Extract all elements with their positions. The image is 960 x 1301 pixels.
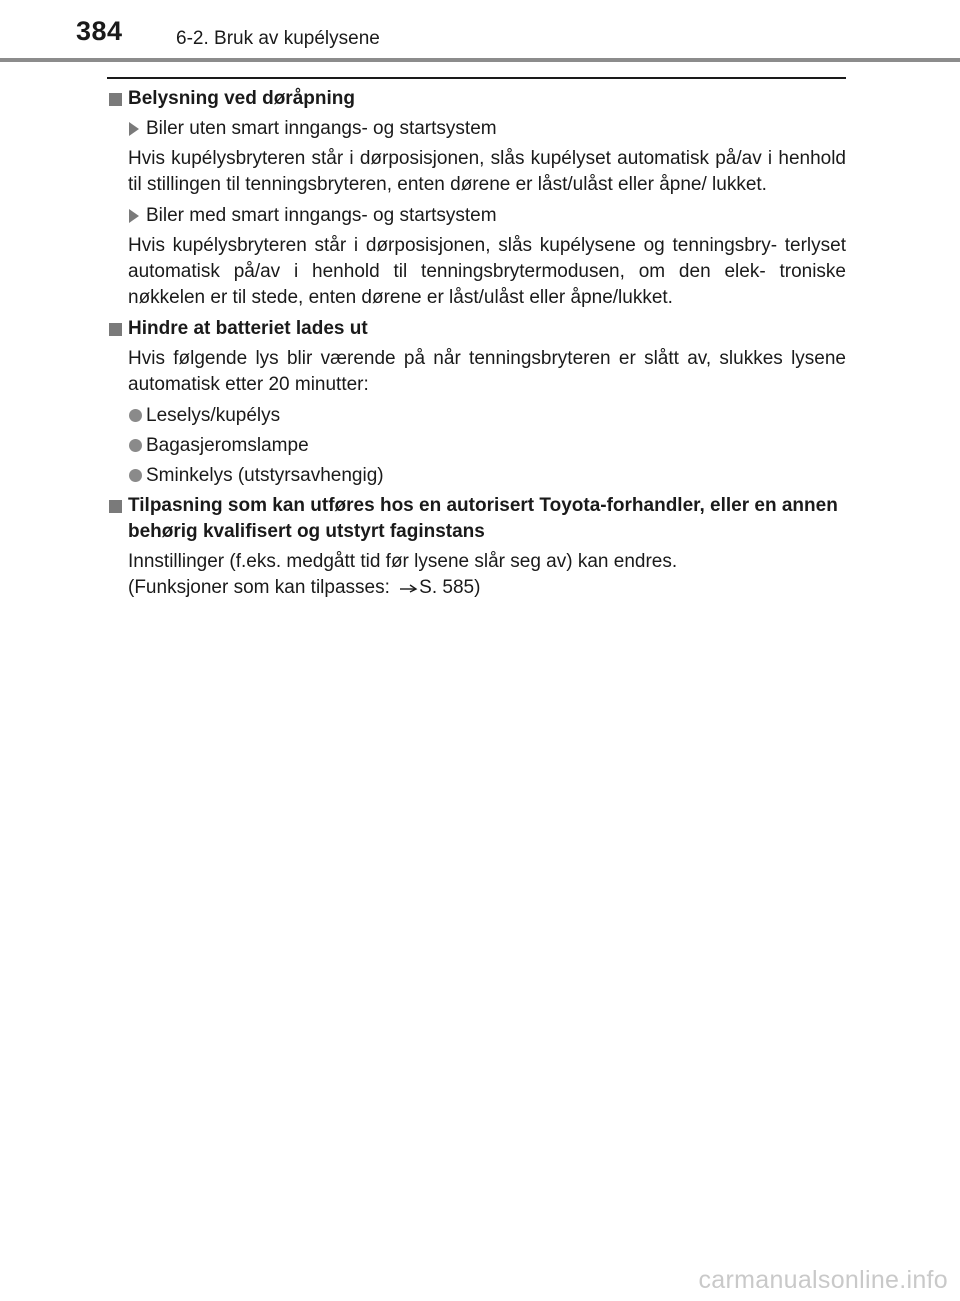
- arrow-right-icon: [399, 580, 419, 594]
- triangle-right-icon: [129, 122, 139, 136]
- subheading-text: Biler med smart inngangs- og startsystem: [146, 205, 497, 226]
- gray-square-icon: [109, 323, 122, 336]
- gray-dot-icon: [129, 469, 142, 482]
- gray-dot-icon: [129, 439, 142, 452]
- heading-text: Belysning ved døråpning: [128, 88, 355, 109]
- list-item-text: Bagasjeromslampe: [146, 435, 309, 456]
- section-heading-door-lighting: [109, 86, 846, 112]
- section-title: 6-2. Bruk av kupélysene: [176, 28, 380, 49]
- content-divider: [107, 77, 846, 79]
- paragraph-line-reference: [128, 575, 846, 601]
- list-item: [109, 403, 846, 429]
- triangle-right-icon: [129, 209, 139, 223]
- list-item: [109, 463, 846, 489]
- page-number: 384: [76, 16, 123, 46]
- gray-square-icon: [109, 500, 122, 513]
- list-item-text: Sminkelys (utstyrsavhengig): [146, 465, 384, 486]
- section-heading-battery: [109, 316, 846, 342]
- subheading-with-smart-entry: [109, 203, 846, 229]
- gray-dot-icon: [129, 409, 142, 422]
- heading-text: Hindre at batteriet lades ut: [128, 318, 368, 339]
- list-item-text: Leselys/kupélys: [146, 405, 281, 426]
- list-item: [109, 433, 846, 459]
- watermark: carmanualsonline.info: [698, 1266, 948, 1294]
- subheading-text: Biler uten smart inngangs- og startsystem: [146, 118, 497, 139]
- paragraph: [109, 549, 846, 601]
- page-content: [109, 86, 846, 601]
- page-header: [0, 0, 960, 62]
- paragraph: Hvis kupélysbryteren står i dørposisjonen, slås kupélyset automatisk på/av i henhold til stillingen til tenningsbryteren, enten dørene er låst/ulåst eller åpne/ lukket.: [128, 148, 846, 195]
- reference-prefix: (Funksjoner som kan tilpasses:: [128, 577, 396, 598]
- heading-text: Tilpasning som kan utføres hos en autorisert Toyota-forhandler, eller en annen behørig kvalifisert og utstyrt faginstans: [128, 495, 838, 542]
- paragraph: Hvis kupélysbryteren står i dørposisjonen, slås kupélysene og tenningsbry- terlyset automatisk på/av i henhold til tenningsbrytermodusen, om den elek- troniske nøkkelen er til stede, enten dørene er låst/ulåst eller åpne/lukket.: [128, 235, 846, 308]
- subheading-without-smart-entry: [109, 116, 846, 142]
- paragraph-line: Innstillinger (f.eks. medgått tid før lysene slår seg av) kan endres.: [128, 551, 678, 572]
- paragraph: Hvis følgende lys blir værende på når tenningsbryteren er slått av, slukkes lysene automatisk etter 20 minutter:: [128, 348, 846, 395]
- page-reference-link[interactable]: S. 585): [419, 577, 481, 598]
- header-divider: [0, 58, 960, 62]
- section-heading-customization: [109, 493, 846, 545]
- gray-square-icon: [109, 93, 122, 106]
